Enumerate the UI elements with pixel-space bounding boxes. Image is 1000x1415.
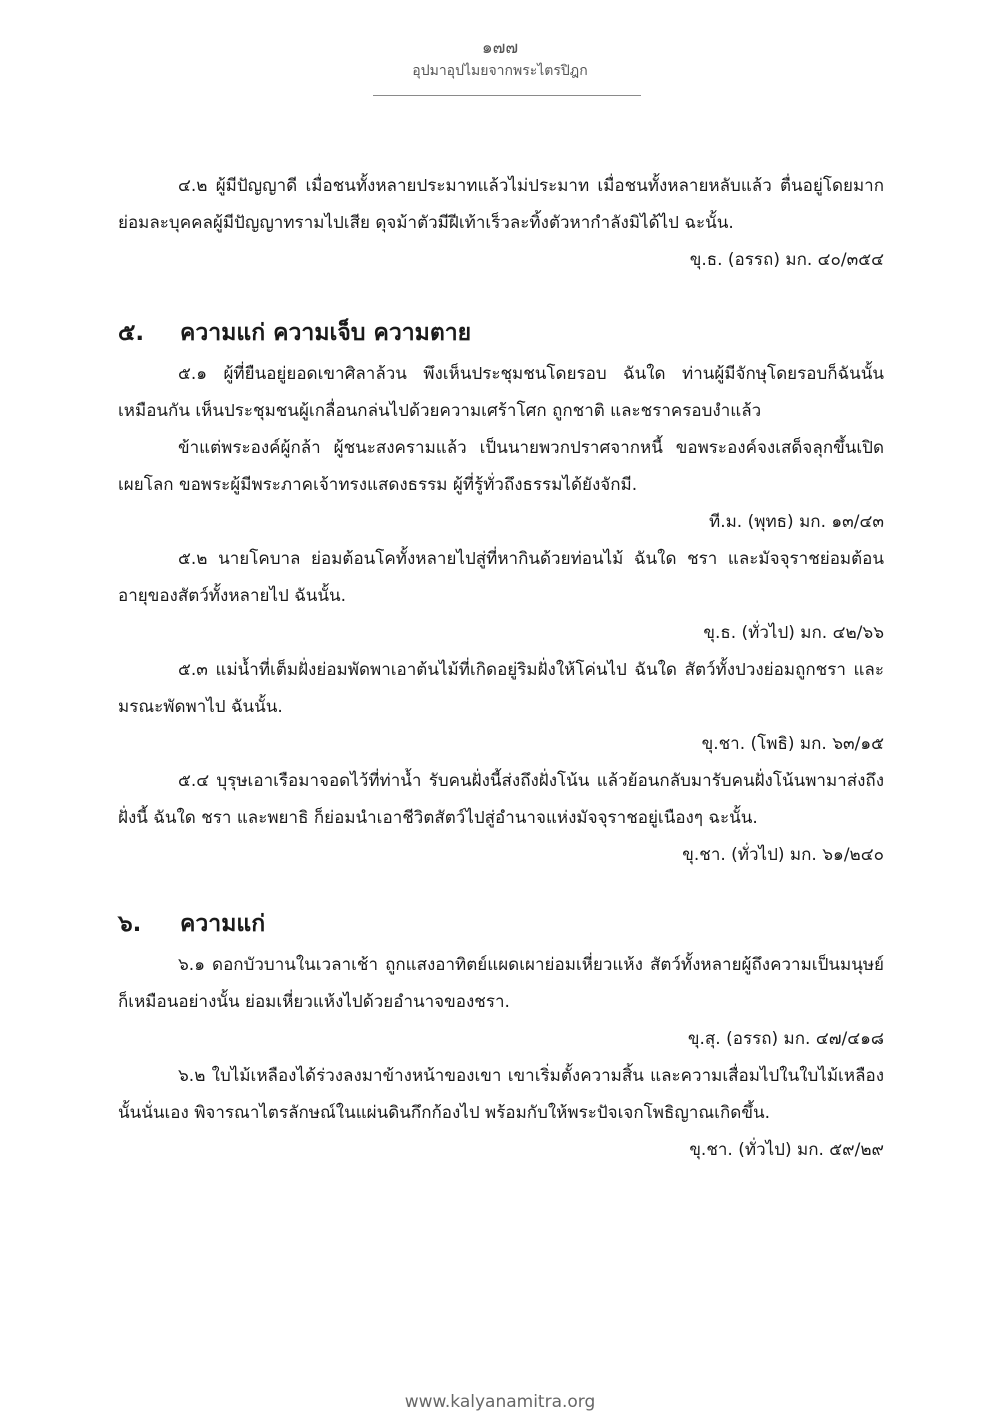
citation-6-2: ขุ.ชา. (ทั่วไป) มก. ๕๙/๒๙ bbox=[689, 1140, 884, 1160]
header-divider bbox=[373, 95, 641, 96]
section-6-heading bbox=[118, 901, 884, 947]
paragraph-6-1: ๖.๑ ดอกบัวบานในเวลาเช้า ถูกแสงอาทิตย์แผดเผาย่อมเหี่ยวแห้ง สัตว์ทั้งหลายผู้ถึงความเป็นมนุษย์ก็เหมือนอย่างนั้น ย่อมเหี่ยวแห้งไปด้วยอำนาจของชรา. bbox=[118, 955, 884, 1012]
paragraph-5-1b: ข้าแต่พระองค์ผู้กล้า ผู้ชนะสงครามแล้ว เป็นนายพวกปราศจากหนี้ ขอพระองค์จงเสด็จลุกขึ้นเปิดเผยโลก ขอพระผู้มีพระภาคเจ้าทรงแสดงธรรม ผู้ที่รู้ทั่วถึงธรรมได้ยังจักมี. bbox=[118, 438, 884, 495]
page-number: ๑๗๗ bbox=[481, 38, 519, 58]
section-5-heading bbox=[118, 310, 884, 356]
paragraph-5-3: ๕.๓ แม่น้ำที่เต็มฝั่งย่อมพัดพาเอาต้นไม้ที่เกิดอยู่ริมฝั่งให้โค่นไป ฉันใด สัตว์ทั้งปวงย่อมถูกชรา และมรณะพัดพาไป ฉันนั้น. bbox=[118, 660, 884, 717]
citation-6-1: ขุ.สุ. (อรรถ) มก. ๔๗/๔๑๘ bbox=[687, 1029, 884, 1049]
footer-url: www.kalyanamitra.org bbox=[404, 1392, 596, 1412]
page-content bbox=[118, 168, 884, 1169]
section-5-title: ความแก่ ความเจ็บ ความตาย bbox=[180, 320, 472, 346]
paragraph-5-1a: ๕.๑ ผู้ที่ยืนอยู่ยอดเขาศิลาล้วน พึงเห็นประชุมชนโดยรอบ ฉันใด ท่านผู้มีจักษุโดยรอบก็ฉันนั้นเหมือนกัน เห็นประชุมชนผู้เกลื่อนกล่นไปด้วยความเศร้าโศก ถูกชาติ และชราครอบงำแล้ว bbox=[118, 364, 884, 421]
section-5-number: ๕. bbox=[118, 320, 145, 346]
citation-4-2: ขุ.ธ. (อรรถ) มก. ๔๐/๓๕๔ bbox=[689, 250, 884, 270]
section-6-number: ๖. bbox=[118, 911, 142, 937]
citation-5-4: ขุ.ชา. (ทั่วไป) มก. ๖๑/๒๔๐ bbox=[682, 845, 884, 865]
citation-5-2: ขุ.ธ. (ทั่วไป) มก. ๔๒/๖๖ bbox=[703, 623, 884, 643]
paragraph-5-2: ๕.๒ นายโคบาล ย่อมต้อนโคทั้งหลายไปสู่ที่หากินด้วยท่อนไม้ ฉันใด ชรา และมัจจุราชย่อมต้อนอายุของสัตว์ทั้งหลายไป ฉันนั้น. bbox=[118, 549, 884, 606]
paragraph-6-2: ๖.๒ ใบไม้เหลืองได้ร่วงลงมาข้างหน้าของเขา เขาเริ่มตั้งความสิ้น และความเสื่อมไปในใบไม้เหลืองนั้นนั่นเอง พิจารณาไตรลักษณ์ในแผ่นดินกึกก้องไป พร้อมกับให้พระปัจเจกโพธิญาณเกิดขึ้น. bbox=[118, 1066, 884, 1123]
book-title: อุปมาอุปไมยจากพระไตรปิฎก bbox=[412, 63, 588, 79]
paragraph-4-2: ๔.๒ ผู้มีปัญญาดี เมื่อชนทั้งหลายประมาทแล้วไม่ประมาท เมื่อชนทั้งหลายหลับแล้ว ตื่นอยู่โดยมาก ย่อมละบุคคลผู้มีปัญญาทรามไปเสีย ดุจม้าตัวมีฝีเท้าเร็วละทิ้งตัวหากำลังมิได้ไป ฉะนั้น. bbox=[118, 176, 884, 233]
citation-5-3: ขุ.ชา. (โพธิ) มก. ๖๓/๑๕ bbox=[701, 734, 884, 754]
citation-5-1: ที.ม. (พุทธ) มก. ๑๓/๔๓ bbox=[708, 512, 884, 532]
paragraph-5-4: ๕.๔ บุรุษเอาเรือมาจอดไว้ที่ท่าน้ำ รับคนฝั่งนี้ส่งถึงฝั่งโน้น แล้วย้อนกลับมารับคนฝั่งโน้นพามาส่งถึงฝั่งนี้ ฉันใด ชรา และพยาธิ ก็ย่อมนำเอาชีวิตสัตว์ไปสู่อำนาจแห่งมัจจุราชอยู่เนืองๆ ฉะนั้น. bbox=[118, 771, 884, 828]
section-6-title: ความแก่ bbox=[180, 911, 266, 937]
